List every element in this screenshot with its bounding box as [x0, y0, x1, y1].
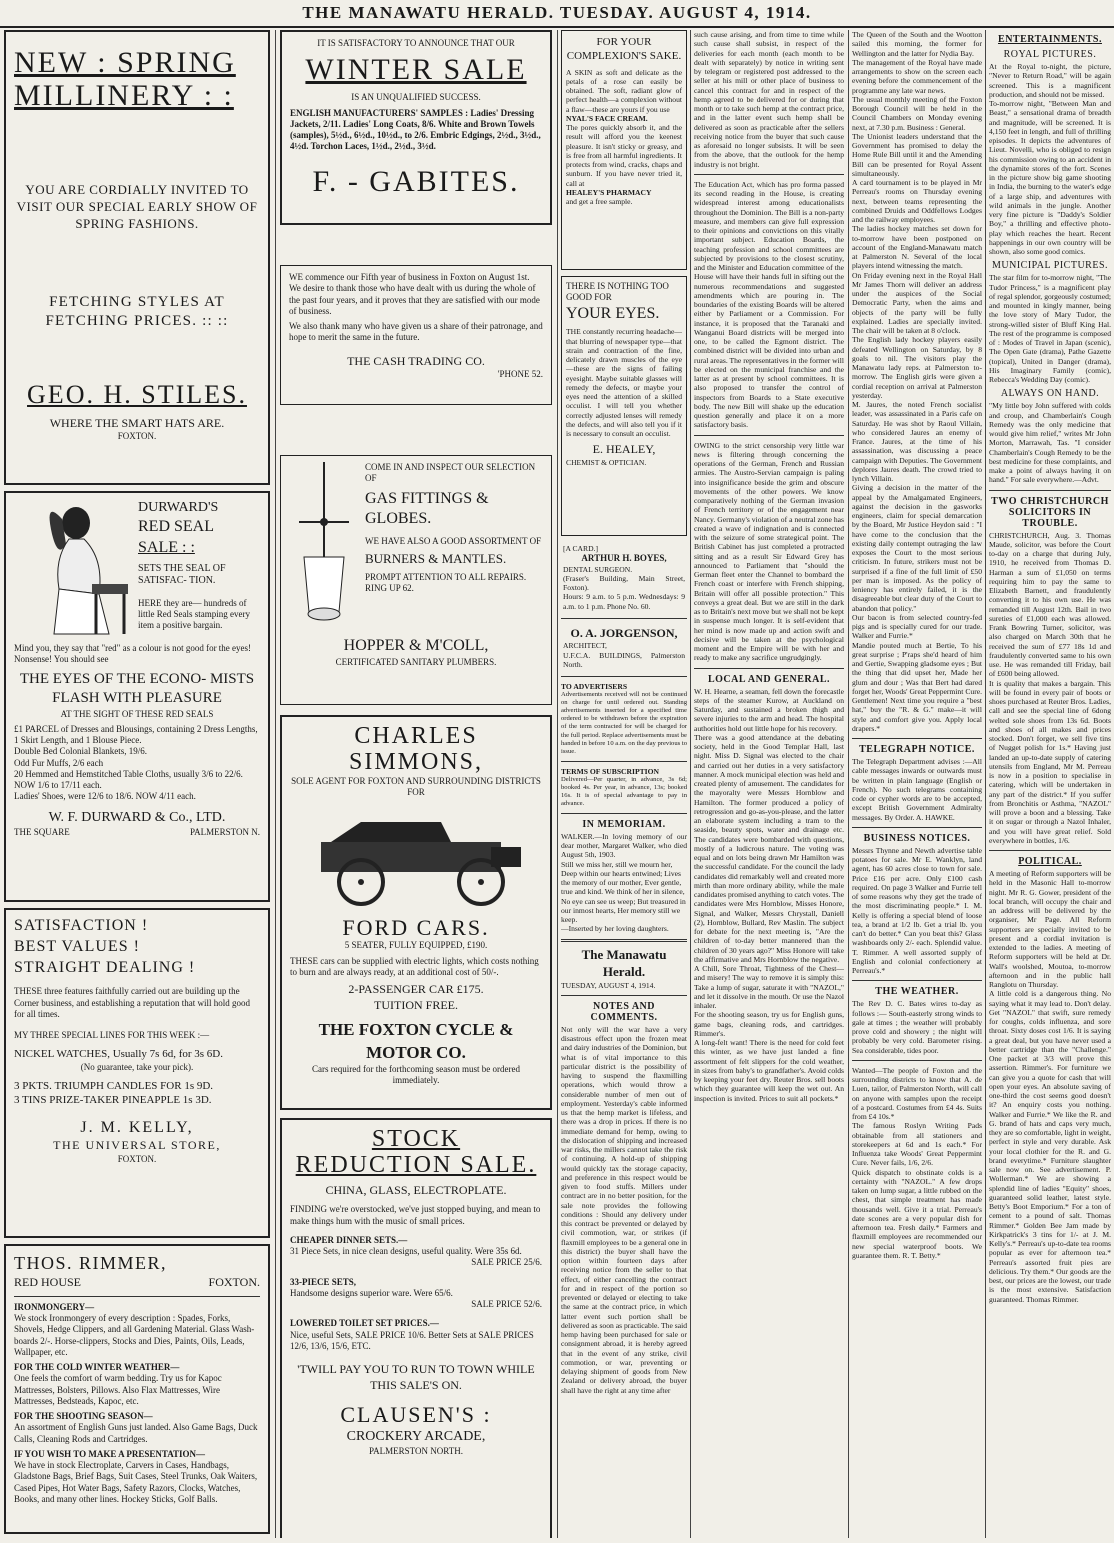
hopper-ad — [280, 455, 552, 705]
column-rule — [848, 30, 849, 1538]
healey-name: E. HEALEY, — [592, 442, 656, 457]
clausen-t3: Nice, useful Sets, SALE PRICE 10/6. Better Sets at SALE PRICES 12/6, 13/6, 15/6, ETC. — [290, 1329, 534, 1351]
boyes-card — [561, 542, 687, 613]
clausen-pay: 'TWILL PAY YOU TO RUN TO TOWN WHILE THIS SALE'S ON. — [297, 1362, 535, 1392]
subscription-heading: TERMS OF SUBSCRIPTION — [561, 766, 660, 776]
cash-ad — [280, 265, 552, 405]
healey-eyes-ad — [561, 276, 687, 536]
political-t1: A meeting of Reform supporters will be held in the Masonic Hall to-morrow night. Mr R. G. Gower, president of the local branch, will occupy the chair and an address will be delivered by the organiser, Mr Page. All Reform supporters are specially invited to be present and a cordial invitation is extended to the ladies. A meeting of Reform supporters will be held at Dr. Wall's woolshed, Moutoa, to-morrow afternoon and in the public hall Ranglotu on Thursday. — [989, 869, 1111, 989]
local-heading: LOCAL AND GENERAL. — [707, 673, 831, 685]
kelly-body: THESE three features faithfully carried out are building up the Corner business, and establishing a reputation that will hold good for all times. — [14, 986, 250, 1019]
col6-t4: The Unionist leaders understand that the Government has promised to delay the Home Rule Bill until it and the Amending Bill can be presented for Royal Assent simultaneously. — [852, 131, 982, 178]
column-rule — [690, 30, 691, 1538]
col6-t9: M. Jaures, the noted French socialist leader, was assassinated in a Paris cafe on Saturday. He was shot by Raoul Villain, who considered Jaures an enemy of France. Jaures, at the time of his assassination, was discussing a peace campaign with Deputies. The Government deplores Jaures death. The crowd tried to lynch Villain. — [852, 400, 982, 483]
col6-t7: On Friday evening next in the Royal Hall Mr James Thorn will deliver an address under the auspices of the Social Democratic Party, when the aims and objects of the party will be fully explained. Ladies are specially invited. The chair will be taken at 8 o'clock. — [852, 270, 982, 335]
kelly-line-1: NICKEL WATCHES, Usually 7s 6d, for 3s 6D. — [14, 1048, 223, 1061]
simmons-cars: Cars required for the forthcoming season must be ordered immediately. — [312, 1063, 520, 1085]
col5-t1: such cause arising, and from time to time while such cause shall subsist, in respect of the deliveries for each month (each month to be dealt with separately) by notice in writing sent by telegram or registered post addressed to the seller at his mill or other place of business to cancel this contract for and in respect of the hemp agreed to be delivered for or during that month or to take such hemp at the contract price, and in the latter event such hemp shall be delivered as soon as practicable after the sellers receiving notice from the buyer that such cause as aforesaid no longer subsists. It will be seen from the above, that the outlook for the hemp industry is not bright. — [694, 30, 844, 169]
clausen-title: STOCK REDUCTION SALE. — [295, 1126, 537, 1179]
healey-chem: CHEMIST & OPTICIAN. — [566, 457, 647, 467]
clausen-h3: LOWERED TOILET SET PRICES.— — [290, 1318, 439, 1329]
always-heading: ALWAYS ON HAND. — [1000, 388, 1100, 400]
durward-addr-2: PALMERSTON N. — [189, 826, 260, 837]
col6-t5: A card tournament is to be played in Mr Perreau's rooms on Thursday evening next, between teams representing the combined Druids and Oddfellows Lodges and the railway employees. — [852, 178, 982, 224]
rimmer-t3: An assortment of English Guns just landed. Also Game Bags, Duck Calls, Cleaning Rods and Cartridges. — [14, 1422, 258, 1444]
healey-eyes: YOUR EYES. — [566, 304, 660, 322]
col5-t7: For the shooting season, try us for English guns, game bags, cleaning rods, and cartridges. Rimmer's. — [694, 1010, 844, 1038]
simmons-two: 2-PASSENGER CAR £175. — [348, 982, 484, 997]
weather-heading: THE WEATHER. — [875, 986, 959, 998]
simmons-seater: 5 SEATER, FULLY EQUIPPED, £190. — [344, 940, 488, 951]
durward-sight: AT THE SIGHT OF THESE RED SEALS — [60, 708, 214, 719]
simmons-agent: SOLE AGENT FOR FOXTON AND SURROUNDING DISTRICTS FOR — [291, 775, 541, 798]
rimmer-address — [14, 1275, 260, 1291]
durward-mind: Mind you, they say that "red" as a colour is not good for the eyes! Nonsense! You should see — [14, 643, 252, 665]
durward-here: HERE they are— hundreds of little Red Seals stamping every item a positive bargain. — [138, 597, 250, 631]
telegraph-text: The Telegraph Department advises :—All cable messages inwards or outwards must be written in plain language (English or French). No such telegrams containing code or cypher words are to be accepted, except British Government Admiralty messages. By Order. A. HAWKE. — [852, 757, 982, 822]
stiles-title-1: NEW : SPRING — [14, 46, 236, 79]
col6-t15: Quick dispatch to obstinate colds is a certainty with "NAZOL." A few drops taken on lump sugar, a little rubbed on the chest, that simple treatment has made thousands well. Give it a trial. Perreau's date scones are a very popular dish for afternoon tea. Fresh daily.* Farmers and flaxmill employees are recommended our new special waterproof boots. We guarantee them. R. T. Betty.* — [852, 1167, 982, 1260]
col5-t8: A long-felt want! There is the need for cold feet this winter, as we have just landed a fine assortment of felt slippers for the cold weather, in sizes from baby's to grandfather's. Avoid colds by keeping your feet dry. Reuter Bros. sell boots which they guarantee will keep the wet out. An inspection is invited. Prices to suit all pockets.* — [694, 1038, 844, 1103]
col6-t1: The Queen of the South and the Wootton sailed this morning, the former for Wellington and the latter for Nydia Bay. — [852, 30, 982, 58]
political-t2: A little cold is a dangerous thing. No saying what it may lead to. Don't delay. Get "NAZOL" that swift, sure remedy for coughs, colds influenza, and sore throat. Sixty doses cost 1/6. It is saying a great deal, but you have never used a better cartridge than the "Challenge." One packet at 3/3 will prove this assertion. Rimmer's. For furniture we can give you a quote for cash that will open your eyes. An absolute saving of one-third the cost seems good doesn't it? An enquiry costs you nothing. Walker and Furrie.* We like the R. and G. brand of hats and caps very much, they are so comfortable, light in weight, perfect in style and very durable. Ask your local clothier for the R. and G. brand everytime.* Furniture slaughter sale now on. See advertisement. P. Wollerman.* We are showing a splendid line of ladies "Equity" shoes, guaranteed solid leather, latest style. Betty's Boot Emporium.* For a ton of cement to a pound of salt. Thomas Rimmer.* Golden Bee Jam made by Kirkpatrick's 3 tins for 1/- at J. M. Kelly's.* Perreau's up-to-date tea rooms popular as ever for afternoon tea.* Perreau's assorted fruit pies are delicious. Try them.* Our goods are the best, our prices are the lowest, our trade is the most extensive. Satisfaction guaranteed. Thomas Rimmer. — [989, 989, 1111, 1304]
kelly-h2: BEST VALUES ! — [14, 937, 140, 955]
gabites-success: IS AN UNQUALIFIED SUCCESS. — [351, 92, 481, 103]
rimmer-red: RED HOUSE — [14, 1275, 82, 1290]
hopper-intro: COME IN AND INSPECT OUR SELECTION OF — [365, 462, 536, 484]
memoriam-verse: Still we miss her, still we mourn her, Deep within our hearts entwined; Lives the memory of our mother, Ever gentle, true and kind. We think of her in silence, No eye can see us weep; But treasured in our inmost hearts, Her memory still we keep. — [561, 859, 686, 925]
rimmer-t4: We have in stock Electroplate, Carvers in Cases, Handbags, Gladstone Bags, Brief Bags, Suit Cases, Steel Trunks, Oak Waiters, Cased Pipes, Hot Water Bags, Safety Razors, Clocks, Watches, Books, and many other lines. Hockey Sticks, Golf Balls. — [14, 1460, 258, 1504]
durward-addr-1: THE SQUARE — [14, 826, 70, 837]
durward-h2: RED SEAL — [138, 518, 214, 536]
healey-b2: The pores quickly absorb it, and the result will afford you the keenest pleasure. It isn't sticky or greasy, and is free from all harmful ingredients. It protects from wind, cracks, chaps and sunburn. If you have never tried it, call at — [566, 123, 682, 188]
clausen-p1: SALE PRICE 25/6. — [471, 1257, 542, 1268]
memoriam-text: WALKER.—In loving memory of our dear mother, Margaret Walker, who died August 5th, 1903. — [561, 831, 687, 860]
col5-t4: W. H. Hearne, a seaman, fell down the forecastle steps of the steamer Kurow, at Auckland on Saturday, and sustained a broken thigh and severe injuries to the arm and head. The hospital authorities hold out little hope for his recovery. — [694, 686, 844, 733]
durward-h3: SALE : : — [138, 538, 195, 556]
hopper-cert: CERTIFICATED SANITARY PLUMBERS. — [335, 656, 497, 667]
durward-item: Ladies' Shoes, were 12/6 to 18/6. NOW 4/11 each. — [14, 791, 196, 802]
healey-e2: THE constantly recurring headache—that blurring of newspaper type—that strain and contraction of the fine, delicately drawn muscles of the eye—these are the signs of failing eyesight. Maybe suitable glasses will remedy the defects, or maybe your eyes need the attention of a skilled occulist. I will tell you whether correctly adjusted lenses will remedy the defects, and will also tell you if it is necessary to consult an occulist. — [566, 327, 682, 439]
hopper-ring: RING UP 62. — [365, 583, 414, 594]
clausen-h1: CHEAPER DINNER SETS.— — [290, 1234, 408, 1245]
column-rule — [985, 30, 986, 1538]
healey-nyal: NYAL'S FACE CREAM. — [566, 113, 648, 123]
solicitors-t1: CHRISTCHURCH, Aug. 3. Thomas Maude, solicitor, was before the Court to-day on a charge that during July, 1910, he received from Thomas D. Harman a sum of £1,050 on terms requiring him to pay the same to Elizabeth Barnett, and fraudulently converting it to his own use. He was remanded till August 12th. Bail in two sureties of £1,000 each was allowed. Frank Bowring Turner, solicitor, was also charged on March 30th that he received the sum of £77 18s 1d and fraudulently converted same to his own use. He was remanded till Friday, bail of £600 being allowed. — [989, 530, 1111, 679]
memoriam-heading: IN MEMORIAM. — [582, 818, 666, 830]
healey-free: and get a free sample. — [566, 197, 633, 207]
gabites-body: ENGLISH MANUFACTURERS' SAMPLES : Ladies' Dressing Jackets, 2/11. Ladies' Long Coats, 8/6. White and Brown Towels (samples), 5½d., 6½d., 10½d., to 2/6. Embric Edgings, 2½d., 3½d., 4½d. Torchon Laces, 1½d., 2½d., 3½d. — [290, 107, 541, 152]
col6-t11: Our bacon is from selected country-fed pigs and is specially cured for our trade. Walker and Furrie.* — [852, 612, 982, 641]
kelly-lines-head: MY THREE SPECIAL LINES FOR THIS WEEK :— — [14, 1030, 210, 1041]
rimmer-s4: IF YOU WISH TO MAKE A PRESENTATION— — [14, 1448, 206, 1459]
rimmer-s3: FOR THE SHOOTING SEASON— — [14, 1411, 153, 1422]
boyes-card-label: [A CARD.] — [563, 544, 599, 553]
entertainments-heading: ENTERTAINMENTS. — [998, 34, 1102, 45]
clausen-p2: SALE PRICE 52/6. — [471, 1299, 542, 1310]
gabites-intro: IT IS SATISFACTORY TO ANNOUNCE THAT OUR — [317, 38, 515, 48]
clausen-sub: CHINA, GLASS, ELECTROPLATE. — [325, 1182, 507, 1197]
political-heading: POLITICAL. — [1018, 856, 1082, 867]
stiles-invite: YOU ARE CORDIALLY INVITED TO VISIT OUR SPECIAL EARLY SHOW OF SPRING FASHIONS. — [16, 182, 258, 231]
rimmer-t1: We stock Ironmongery of every description : Spades, Forks, Shovels, Hedge Clippers, and all Gardening Material. Glass Wash-boards 2/-. Horse-clippers, Stocks and Dies, Paints, Oils, Leads, Wallpaper, etc. — [14, 1313, 255, 1357]
durward-address — [14, 827, 260, 838]
rimmer-name: THOS. RIMMER, — [14, 1253, 168, 1273]
col5-t3: OWING to the strict censorship very little war news is filtering through concerning the operations of the German, French and Russian armies. The Austro-Servian campaign is paling into insignificance beside the grim and obscure movements of the other powers. We know comparatively nothing of the German invasion of French territory or of the engagement near Nancy. Germany's violation of a neutral zone has created a wave of indignation and is connected with the seizure of some strategical point. The British Cabinet has just completed a protracted sitting and as a result Sir Edward Grey has announced to Parliament that "should the German fleet enter the Channel to bombard the French coast or interfere with French shipping, Britain will offer all possible protection." This conveys a great deal. But we are still in the dark as to Britain's next move but we shall not be kept in suspense much longer. It is self-evident that her mind is now made up and action swift and decisive will be taken at the psychological moment and the Empire will be with her and ready to make any sacrifice ungrudgingly. — [694, 440, 844, 663]
col6-t2: The management of the Royal have made arrangements to show on the screen each evening before the commencement of the programme any late war news. — [852, 57, 982, 95]
stiles-title-2: MILLINERY : : — [14, 79, 234, 112]
col6-t12: Mandie pouted much at Bertie, To his great surprise ; P'raps she'd heard of him and Gertie, Swapping gladsome eyes ; But the thing that did upset her, Made her glum and dour ; Was that Bert had dared forget her, Woods' Great Peppermint Cure. Gentlemen! Next time you require a "best hat," buy the "R. & G." make—it will style and comfort give you. Apply local drapers.* — [852, 640, 982, 733]
cash-body-2: We also thank many who have given us a share of their patronage, and hope to merit the same in the future. — [289, 321, 543, 343]
stiles-name: GEO. H. STILES. — [27, 379, 247, 409]
kelly-ad — [4, 908, 270, 1238]
column-3 — [561, 30, 687, 1538]
kelly-town: FOXTON. — [117, 1153, 157, 1164]
col5-t6: A Chill, Sore Throat, Tightness of the Chest—and misery! The way to remove it is simply this: Take a lump of sugar, saturate it with "NAZOL," and let it dissolve in the mouth. Or use the Nazol inhaler. — [694, 964, 844, 1010]
durward-ad — [4, 491, 270, 902]
masthead: THE MANAWATU HERALD. TUESDAY. AUGUST 4, 1914. — [0, 0, 1114, 28]
kelly-h3: STRAIGHT DEALING ! — [14, 958, 196, 976]
clausen-h2: 33-PIECE SETS, — [290, 1276, 357, 1287]
durward-item: £1 PARCEL of Dresses and Blousings, containing 2 Dress Lengths, 1 Skirt Length, and 1 Blouse Piece. — [14, 723, 258, 745]
business-text: Messrs Thynne and Newth advertise table potatoes for sale. Mr E. Wanklyn, land agent, has 60 acres close to town for sale. Price £16 per acre. Only £100 cash required. On page 3 Walker and Furrie tell of some reasons why they get the trade of the most discriminating people.* I. M. Kelly is offering a special blend of loose tea, a brand at 1/2 lb. Get a trial lb. you can't do better.* Can you beat this? Glass washboards only 2/- each. Splendid value. T. Rimmer. A well assorted supply of English and colonial confectionery at Perreau's.* — [852, 845, 982, 975]
durward-eyes: THE EYES OF THE ECONO- MISTS FLASH WITH PLEASURE — [19, 670, 255, 706]
notes-heading: NOTES AND COMMENTS. — [590, 1000, 658, 1023]
gabites-title: WINTER SALE — [305, 53, 527, 87]
royal-heading: ROYAL PICTURES. — [1003, 49, 1097, 60]
column-6 — [989, 30, 1111, 1538]
lady-seated-illustration — [14, 499, 134, 639]
kelly-store: THE UNIVERSAL STORE, — [53, 1138, 221, 1153]
col6-t14: The famous Roslyn Writing Pads obtainable from all stationers and storekeepers at 6d and 1s each.* For Influenza take Woods' Great Peppermint Cure. Never fails, 1/6, 2/6. — [852, 1121, 982, 1168]
col6-t6: The ladies hockey matches set down for to-morrow have been postponed on account of the England-Manawatu match at Palmerston N. Several of the local players intend witnessing the match. — [852, 224, 982, 271]
durward-item: 20 Hemmed and Hemstitched Table Cloths, usually 3/6 to 22/6. NOW 1/6 to 17/11 each. — [14, 768, 243, 790]
healey-b1: A SKIN as soft and delicate as the petals of a rose can easily be obtained. The soft, radiant glow of perfect health—a complexion without a flaw—these are yours if you use — [566, 67, 682, 114]
durward-item: Double Bed Colonial Blankets, 19/6. — [14, 746, 147, 757]
gas-lamp-illustration — [289, 462, 359, 632]
hopper-burners: BURNERS & MANTLES. — [365, 551, 507, 567]
durward-h1: DURWARD'S — [138, 500, 219, 515]
weather-text: The Rev D. C. Bates wires to-day as follows :— South-easterly strong winds to gale at times ; the weather will probably prove cold and showery ; the night will probably be very cold. Barometer rising. Sea considerable, tides poor. — [852, 999, 982, 1055]
simmons-ford: FORD CARS. — [342, 915, 490, 941]
hopper-gas: GAS FITTINGS & GLOBES. — [365, 489, 489, 528]
col6-t10: Giving a decision in the matter of the appeal by the Amalgamated Engineers, against the decision in the gasworks engineers, claim for special demarcation by the Board, Mr Justice Heydon said : "I have come to the conclusion that the existing daily contempt outraging the law exposes the Court to the most serious criticism. In future, strikers must not be surprised if a fine of the full limit of £50 per man is imposed. As the policy of leniency has entirely failed, it is the disagreeable but clear duty of the Court to abandon that policy." — [852, 483, 982, 613]
notes-text: Not only will the war have a very disastrous effect upon the frozen meat and dairy industries of the Dominion, but what is of vital importance to this particular district is the possibility of having to suspend the flaxmilling operations, which would throw a considerable number of men out of employment. Yesterday's cable informed us that the hemp market is lifeless, and there was a drop in prices. If there is no immediate demand for hemp, owing to the dislocation of shipping and increased war risks, the millers cannot take the risk of continuing. A hold-up of shipping would quickly tax the storage capacity, and preference in this respect would be given to food stuffs. Millers under contract are in no better position, for the sale note provides the following conditions : Should any delivery under this contract be prevented or delayed by civil commotion, war, or strikes (if flaxmill employees to be a general one in this district) the buyer shall have the option within fourteen days after receiving notice from the seller to that effect, of either cancelling the contract for and in respect of the portion so prevented or delayed or electing to take the same at the contract price, in which latter event such portion shall be delivered as soon as practicable. The said hemp having been purchased for sale or consignment abroad, it is hereby agreed that in the event of any strike, civil commotion, or war, preventing or delaying shipment of goods from New Zealand or delivery abroad, the buyer shall have the right at any time after — [561, 1024, 687, 1395]
advertisers-heading: TO ADVERTISERS — [561, 682, 628, 692]
durward-sub: SETS THE SEAL OF SATISFAC- TION. — [138, 562, 226, 587]
durward-item: Odd Fur Muffs, 2/6 each — [14, 757, 104, 768]
clausen-t2: Handsome designs superior ware. Were 65/6. — [290, 1287, 453, 1298]
kelly-name: J. M. KELLY, — [80, 1118, 194, 1136]
col5-t2: The Education Act, which has pro forma passed its second reading in the House, is creating widespread interest among educationalists throughout the Dominion. The Bill is a non-party measure, and members can give full expression to their opinions and convictions on this vitally important subject. Education Boards, the teaching profession and school committees are subjected by provisions to the closest scrutiny, and the Minister and Education committee of the House will have their hands full in sifting out the numerous recommendations and suggested amendments which are pouring in. The boundaries of the existing Boards will be altered either by Parliament or a Commission. For instance, it is proposed that the Taranaki and Wanganui Board districts will be merged into one, to be called the Egmont district. The combined district will be divided into urban and rural areas. The representatives in the former will be elected on the municipal franchise and the latter as at present by school committees. It is also proposed to transfer the control of inspectors from Boards to a State executive body. The new Bill will shake up the education question generally and place it on a more satisfactory basis. — [694, 179, 844, 430]
col5-t5: There was a good attendance at the debating society, held in the Good Templar Hall, last night. Miss D. Signal was elected to the chair and carried out her duties in a very satisfactory manner. A mock municipal election was held and created plenty of amusement. The candidates for the mayoralty were Messrs Hornblow and Hamilton. The former produced a policy of retrogression and go-as-you-please, and the latter an elaborate system including a tram to the seaside, beauty spots, water and drainage etc. The candidates were bombarded with questions, mostly of a ludicrous nature. The voting was equal and on lots being drawn Mr Hamilton was the successful candidate. For the council the lady candidates did remarkably well and created more mirth than more ordinary ability, while the male candidates promised anything to catch votes. The candidates were Mrs Hornblow, Misses Honore, Signal, and Walker, Messrs Chrystall, Daniell (2), Hornblow, Bullard, Rev Maslin. The subject for debate for the next meeting is, "Are the children of to-day better mannered than the children of 30 years ago?" Miss Honore will take the affirmative and Mrs Hornblow the negative. — [694, 732, 844, 964]
solicitors-t2: It is quality that makes a bargain. This will be found in every pair of boots or shoes purchased at Reuter Bros. Ladies, call and see the special line of 6dong welted sole shoes from 13s 6d. Boots and shoes of all makes and prices stocked. Don't forget, we sell five tins of Nugget polish for 1s.* Having just landed an up-to-date supply of catering utensils from England, Mr M. Perreau is now in a position to specialise in catering, which will be undertaken in any part of the district.* If you suffer from Bronchitis or Asthma, "NAZOL" will prove a boon and a blessing. Take it on sugar or through a Nazol Inhaler, and you will have great relief. Sold everywhere in bottles, 1/6. — [989, 678, 1111, 845]
jorgenson-addr: U.F.C.A. BUILDINGS, Palmerston North. — [563, 650, 685, 669]
boyes-addr: (Fraser's Building, Main Street, Foxton). — [563, 573, 685, 592]
business-heading: BUSINESS NOTICES. — [863, 832, 971, 844]
simmons-tuition: TUITION FREE. — [374, 997, 458, 1012]
clausen-ad — [280, 1118, 552, 1538]
col6-t13: Wanted—The people of Foxton and the surrounding districts to know that A. de Luen, tailor, of Palmerston North, will call on anyone with samples upon the receipt of a postcard. Costumes from £4 4s. Suits from £4 10s.* — [852, 1065, 982, 1121]
clausen-arcade: CROCKERY ARCADE, — [346, 1428, 486, 1444]
stiles-styles: FETCHING STYLES AT FETCHING PRICES. :: :: — [45, 293, 229, 330]
paper-name: The Manawatu Herald. — [581, 946, 667, 979]
kelly-line-2: 3 PKTS. TRIUMPH CANDLES FOR 1s 9D. — [14, 1079, 214, 1092]
hopper-prompt: PROMPT ATTENTION TO ALL REPAIRS. — [365, 572, 527, 583]
simmons-cycle: THE FOXTON CYCLE & MOTOR CO. — [318, 1020, 514, 1062]
clausen-name: CLAUSEN'S : — [340, 1402, 492, 1428]
municipal-t1: The star film for to-morrow night, "The Tudor Princess," is a magnificent play of regal splendor, gorgeously costumed; and mounted in kingly manner, being the love story of Mary Tudor, the strong-willed sister of Bluff King Hal. The rest of the programme is composed of : Modes of Travel in Japan (scenic), The Open Gate (drama), Pathe Gazette (topical), United in Danger (drama), His Imaginary Family (comic), Rebecca's Wedding Day (comic). — [989, 273, 1111, 384]
cash-name: THE CASH TRADING CO. — [347, 353, 485, 368]
cash-body: WE commence our Fifth year of business in Foxton on August 1st. We desire to thank those who have dealt with us during the whole of the past four years, and it proves that they are satisfied with our mode of business. — [289, 272, 540, 316]
memoriam-sign: —Inserted by her loving daughters. — [561, 924, 669, 934]
column-5 — [852, 30, 982, 1538]
healey-c1: FOR YOUR COMPLEXION'S SAKE. — [566, 36, 682, 63]
col6-t3: The usual monthly meeting of the Foxton Borough Council will be held in the Council Chambers on Monday evening next, at 7.30 p.m. Business : General. — [852, 94, 982, 132]
jorgenson-name: O. A. JORGENSON, — [570, 625, 678, 640]
stiles-tag: WHERE THE SMART HATS ARE. — [49, 415, 225, 430]
boyes-hours: Hours: 9 a.m. to 5 p.m. Wednesdays: 9 a.m. to 1 p.m. Phone No. 60. — [563, 592, 685, 611]
col6-t8: The English lady hockey players easily defeated Wellington on Saturday, by 8 goals to nil. The visitors play the Manawatu lady reps. at Palmerston to-morrow. The English girls were given a cordial reception on arrival at Palmerston yesterday. — [852, 335, 982, 400]
gabites-ad — [280, 30, 552, 225]
simmons-ad — [280, 715, 552, 1110]
hopper-also: WE HAVE ALSO A GOOD ASSORTMENT OF — [365, 536, 542, 547]
column-1 — [4, 30, 270, 1538]
solicitors-heading: TWO CHRISTCHURCH SOLICITORS IN TROUBLE. — [991, 495, 1109, 529]
advertisers-text: Advertisements received will not be continued on charge for until ordered out. Standing advertisements inserted for a specified time ordered to be withdrawn before the expiration of the term contracted for will be charged for the full period. Replace advertisements must be handed in before 10 a.m. on the day previous to issue. — [561, 691, 687, 755]
royal-t1: At the Royal to-night, the picture, "Never to Return Road," will be again screened. This is a magnificent production, and should not be missed. — [989, 62, 1111, 99]
royal-t2: To-morrow night, "Between Man and Beast," a sensational drama of breadth and magnitude, will be screened. It is 4,150 feet in length, and full of thrilling episodes. It depicts the adventures of Lieut. Novelli, who is obliged to resign his commission owing to an accident in the dynamite stores of the fort. Scenes in the picture show big game shooting in India, the burning to the water's edge of a large ship, and adventures with wild animals in the jungle. Another very fine picture is "Daddy's Soldier Boy," a thrilling and effective photo-play which reaches the heart. Recent happenings in our own country will be shown, also some good comics. — [989, 99, 1111, 256]
kelly-line-3: 3 TINS PRIZE-TAKER PINEAPPLE 1s 3D. — [14, 1094, 212, 1107]
rimmer-s1: IRONMONGERY— — [14, 1301, 95, 1312]
boyes-name: ARTHUR H. BOYES, — [581, 553, 667, 564]
healey-e1: THERE IS NOTHING TOO GOOD FOR — [566, 281, 669, 303]
stiles-town: FOXTON. — [117, 431, 157, 442]
hopper-name: HOPPER & M'COLL, — [343, 637, 489, 654]
simmons-body: THESE cars can be supplied with electric lights, which costs nothing to burn and are always ready, at an additional cost of 50/-. — [290, 955, 539, 977]
healey-pharm: HEALEY'S PHARMACY — [566, 187, 652, 197]
healey-complexion-ad — [561, 30, 687, 270]
boyes-role: DENTAL SURGEON. — [563, 564, 633, 574]
municipal-heading: MUNICIPAL PICTURES. — [992, 260, 1108, 272]
rimmer-ad — [4, 1244, 270, 1534]
clausen-t1: 31 Piece Sets, in nice clean designs, useful quality. Were 35s 6d. — [290, 1246, 522, 1257]
gabites-name: F. - GABITES. — [312, 164, 520, 198]
stiles-ad — [4, 30, 270, 485]
subscription-text: Delivered—Per quarter, in advance, 3s 6d; booked 4s. Per year, in advance, 13s; booked 16s. It is of special advantage to pay in advance. — [561, 775, 687, 807]
simmons-name: CHARLES SIMMONS, — [348, 723, 484, 776]
rimmer-s2: FOR THE COLD WINTER WEATHER— — [14, 1362, 180, 1373]
clausen-intro: FINDING we're overstocked, we've just stopped buying, and mean to make things hum with the music of small prices. — [290, 1204, 541, 1226]
clausen-town: PALMERSTON NORTH. — [369, 1445, 463, 1456]
column-4 — [694, 30, 844, 1538]
durward-firm: W. F. DURWARD & Co., LTD. — [48, 809, 226, 825]
column-rule — [557, 30, 558, 1538]
kelly-line-1b: (No guarantee, take your pick). — [80, 1061, 194, 1072]
cash-phone: 'PHONE 52. — [497, 369, 543, 380]
rimmer-t2: One feels the comfort of warm bedding. Try us for Kapoc Mattresses, Bolsters, Pillows. Also Flax Mattresses, Wire Mattresses, Bedsteads, Kapoc, etc. — [14, 1373, 222, 1406]
column-2 — [280, 30, 552, 1538]
rimmer-town: FOXTON. — [208, 1275, 260, 1290]
jorgenson-role: ARCHITECT, — [563, 641, 607, 651]
jorgenson-card — [561, 624, 687, 671]
always-t1: "My little boy John suffered with colds and croup, and Chamberlain's Cough Remedy was the only medicine that would give him relief," writes Mr John Morton, Marrawah, Tas. "I consider Chamberlain's Cough Remedy to be the best medicine for these complaints, and make a point of always having it on hand." For sale everywhere.—Advt. — [989, 401, 1111, 485]
kelly-h1: SATISFACTION ! — [14, 917, 149, 934]
column-rule — [275, 30, 276, 1538]
ford-car-illustration — [291, 802, 541, 912]
telegraph-heading: TELEGRAPH NOTICE. — [859, 744, 975, 755]
paper-date: TUESDAY, AUGUST 4, 1914. — [561, 980, 656, 990]
